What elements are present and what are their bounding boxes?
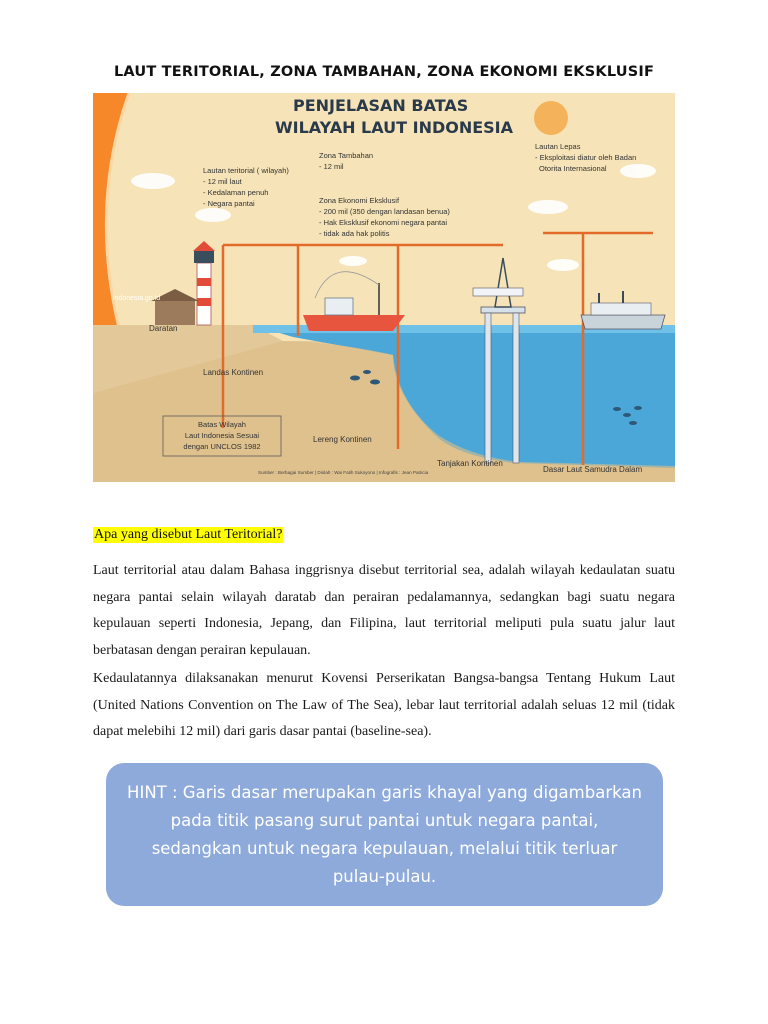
abyss-label: Dasar Laut Samudra Dalam	[543, 465, 643, 474]
contiguous-title: Zona Tambahan	[319, 151, 374, 160]
unclos-line: Laut Indonesia Sesuai	[184, 431, 260, 440]
unclos-line: dengan UNCLOS 1982	[183, 442, 261, 451]
high-seas-line: - Eksploitasi diatur oleh Badan	[535, 153, 637, 162]
eez-line: - tidak ada hak politis	[319, 229, 390, 238]
rise-label: Tanjakan Kontinen	[437, 459, 503, 468]
slope-label: Lereng Kontinen	[313, 435, 372, 444]
paragraph-sovereignty: Kedaulatannya dilaksanakan menurut Kovensi Perserikatan Bangsa-bangsa Tentang Hukum Laut (United Nations Convention on The Law of The Sea), lebar laut territorial adalah seluas 12 mil (tidak dapat melebihi 12 mil) dari garis dasar pantai (baseline-sea).	[93, 671, 675, 739]
high-seas-line: Otorita Internasional	[539, 164, 607, 173]
sun-icon	[534, 101, 568, 135]
contiguous-line: - 12 mil	[319, 162, 344, 171]
eez-title: Zona Ekonomi Eksklusif	[319, 196, 400, 205]
unclos-line: Batas Wilayah	[198, 420, 246, 429]
credits-text: Sumber : Berbagai Sumber | Diolah : Wai Fatih Sukoyono | Infografis : Jean Patricia	[258, 470, 429, 475]
sea-boundary-infographic	[93, 93, 675, 482]
high-seas-title: Lautan Lepas	[535, 142, 581, 151]
eez-line: - 200 mil (350 dengan landasan benua)	[319, 207, 450, 216]
paragraph-territorial-sea: Laut territorial atau dalam Bahasa inggrisnya disebut territorial sea, adalah wilayah kedaulatan suatu negara pantai selain wilayah daratab dan perairan pedalamannya, sedangkan bagi suatu negara kepulauan seperti Indonesia, Jepang, dan Filipina, laut territorial meliputi pula suatu jalur laut berbatasan dengan perairan kepulauan.	[93, 563, 675, 658]
document-title: LAUT TERITORIAL, ZONA TAMBAHAN, ZONA EKONOMI EKSKLUSIF	[113, 64, 655, 80]
territorial-title: Lautan teritorial ( wilayah)	[203, 166, 289, 175]
infographic-heading-1: PENJELASAN BATAS	[293, 96, 469, 115]
logo-text: indonesia.go.id	[113, 295, 161, 302]
hint-box	[106, 763, 663, 906]
territorial-line: - Kedalaman penuh	[203, 188, 269, 197]
hint-text: HINT : Garis dasar merupakan garis khayal yang digambarkan pada titik pasang surut pantai untuk negara pantai, sedangkan untuk negara kepulauan, melalui titik terluar pulau-pulau.	[127, 782, 642, 886]
territorial-line: - 12 mil laut	[203, 177, 242, 186]
infographic-canvas	[93, 93, 675, 482]
eez-line: - Hak Eksklusif ekonomi negara pantai	[319, 218, 447, 227]
question-heading: Apa yang disebut Laut Teritorial?	[94, 527, 283, 542]
land-label: Daratan	[149, 324, 178, 333]
shelf-label: Landas Kontinen	[203, 368, 264, 377]
infographic-heading-2: WILAYAH LAUT INDONESIA	[275, 118, 514, 137]
territorial-line: - Negara pantai	[203, 199, 255, 208]
